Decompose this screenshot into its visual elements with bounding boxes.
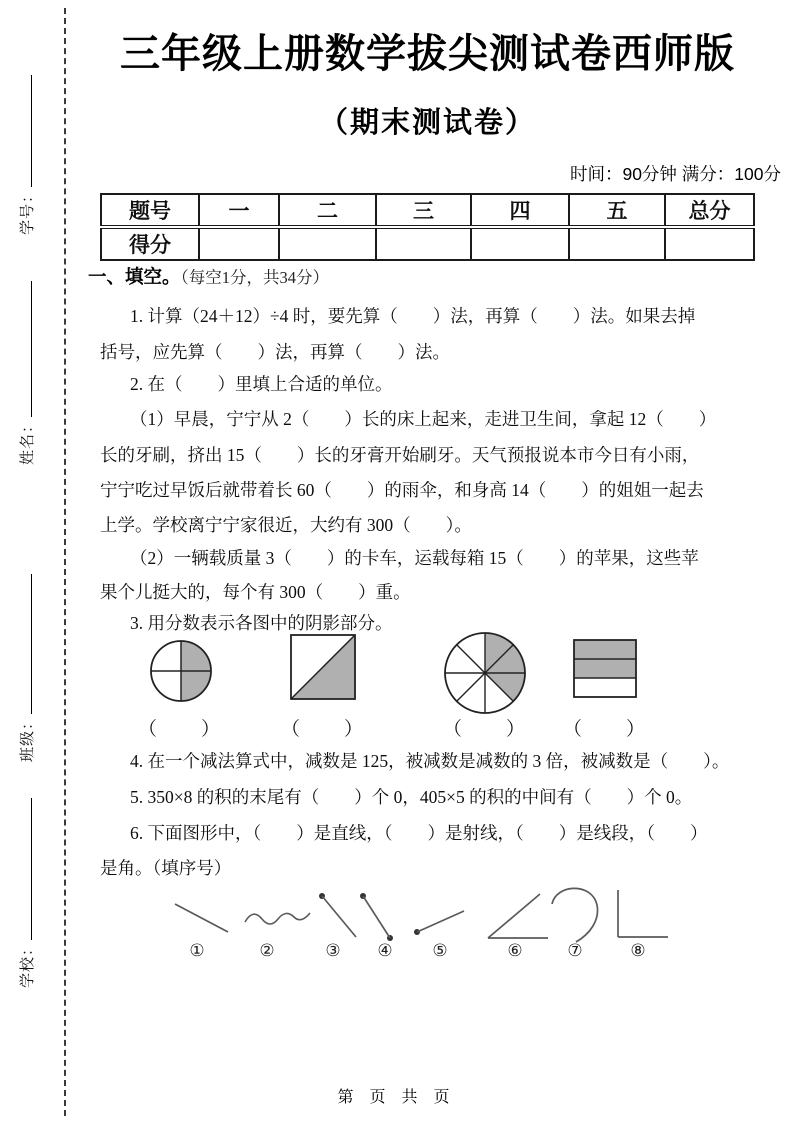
student-id-field — [16, 75, 37, 235]
score-cell — [569, 227, 665, 260]
circle-4-parts-right-half-shaded-figure — [148, 638, 214, 704]
header-cell-part-2: 二 — [279, 194, 376, 227]
ray-endpoint-left-figure — [414, 911, 464, 935]
section-one-heading — [88, 263, 329, 289]
figure-label-1: ① — [189, 941, 205, 961]
segment-two-endpoints-figure — [360, 893, 393, 941]
rectangle-3-rows-top-2-shaded-figure — [572, 638, 638, 700]
figure-label-2: ② — [259, 941, 275, 961]
question-6-stem-line-1: 6. 下面图形中，（ ）是直线，（ ）是射线，（ ）是线段，（ ） — [130, 823, 708, 843]
acute-angle-figure — [488, 894, 548, 938]
header-cell-part-3: 三 — [376, 194, 471, 227]
question-6-stem-line-2: 是角。（填序号） — [100, 858, 232, 878]
question-1-line-2: 括号，应先算（ ）法，再算（ ）法。 — [100, 342, 450, 362]
question-2-part-1-line-4: 上学。学校离宁宁家很近，大约有 300（ ）。 — [100, 515, 472, 535]
plain-slanted-line-figure — [175, 904, 228, 932]
page-footer: 第 页 共 页 — [337, 1089, 456, 1106]
q3-answer-blank-1: （ ） — [137, 719, 222, 740]
header-cell-total: 总分 — [665, 194, 754, 227]
ray-endpoint-top-figure — [319, 893, 356, 937]
score-row-label: 得分 — [101, 227, 199, 260]
question-3-stem: 3. 用分数表示各图中的阴影部分。 — [130, 613, 393, 633]
page-subtitle: （期末测试卷） — [318, 107, 536, 139]
header-cell-part-1: 一 — [199, 194, 279, 227]
score-table — [100, 193, 755, 261]
class-field — [16, 574, 37, 762]
figure-label-8: ⑧ — [630, 941, 646, 961]
question-2-part-1-line-2: 长的牙刷，挤出 15（ ）长的牙膏开始刷牙。天气预报说本市今日有小雨， — [100, 445, 700, 465]
student-name-label: 姓名： — [20, 416, 36, 465]
score-cell — [279, 227, 376, 260]
question-2-part-1-line-1: （1）早晨，宁宁从 2（ ）长的床上起来，走进卫生间，拿起 12（ ） — [130, 409, 717, 429]
figure-label-5: ⑤ — [432, 941, 448, 961]
figure-label-3: ③ — [325, 941, 341, 961]
student-name-field — [16, 281, 37, 465]
header-cell-part-5: 五 — [569, 194, 665, 227]
score-cell — [471, 227, 569, 260]
question-2-part-1-line-3: 宁宁吃过早饭后就带着长 60（ ）的雨伞，和身高 14（ ）的姐姐一起去 — [100, 480, 704, 500]
q6-geometry-figures — [150, 880, 690, 944]
square-diagonal-lower-right-shaded-figure — [289, 633, 357, 701]
school-label: 学校： — [20, 939, 36, 988]
score-cell — [376, 227, 471, 260]
student-id-blank-line — [18, 75, 32, 187]
school-blank-line — [18, 798, 32, 940]
section-one-title: 一、填空。 — [88, 266, 181, 287]
student-id-label: 学号： — [20, 186, 36, 235]
student-name-blank-line — [18, 281, 32, 417]
question-2-part-2-line-2: 果个儿挺大的，每个有 300（ ）重。 — [100, 582, 411, 602]
q3-answer-blank-3: （ ） — [442, 719, 527, 740]
question-5-stem: 5. 350×8 的积的末尾有（ ）个 0，405×5 的积的中间有（ ）个 0。 — [130, 787, 693, 807]
header-cell-part-4: 四 — [471, 194, 569, 227]
page-title: 三年级上册数学拔尖测试卷西师版 — [120, 32, 735, 76]
right-angle-figure — [618, 890, 668, 937]
header-cell-question-number: 题号 — [101, 194, 199, 227]
figure-label-6: ⑥ — [507, 941, 523, 961]
figure-label-4: ④ — [377, 941, 393, 961]
question-1-line-1: 1. 计算（24＋12）÷4 时，要先算（ ）法，再算（ ）法。如果去掉 — [130, 306, 696, 326]
score-cell — [665, 227, 754, 260]
q3-answer-blank-4: （ ） — [562, 719, 647, 740]
score-table-header-row — [101, 194, 754, 227]
circle-8-parts-3-shaded-figure — [441, 629, 529, 717]
figure-label-7: ⑦ — [567, 941, 583, 961]
question-2-part-2-line-1: （2）一辆载质量 3（ ）的卡车，运载每箱 15（ ）的苹果，这些苹 — [130, 548, 699, 568]
class-blank-line — [18, 574, 32, 714]
open-curve-figure — [552, 888, 598, 942]
question-2-stem: 2. 在（ ）里填上合适的单位。 — [130, 374, 393, 394]
question-4-stem: 4. 在一个减法算式中，减数是 125，被减数是减数的 3 倍，被减数是（ ）。 — [130, 751, 730, 771]
score-cell — [199, 227, 279, 260]
wavy-curve-figure — [245, 913, 310, 924]
section-one-points-note: （每空1分，共34分） — [180, 268, 330, 287]
score-table-score-row — [101, 227, 754, 260]
school-field — [16, 798, 37, 988]
time-and-score-info: 时间：90分钟 满分：100分 — [569, 164, 781, 184]
class-label: 班级： — [20, 713, 36, 762]
dashed-binding-line — [64, 8, 66, 1116]
q3-answer-blank-2: （ ） — [280, 719, 365, 740]
